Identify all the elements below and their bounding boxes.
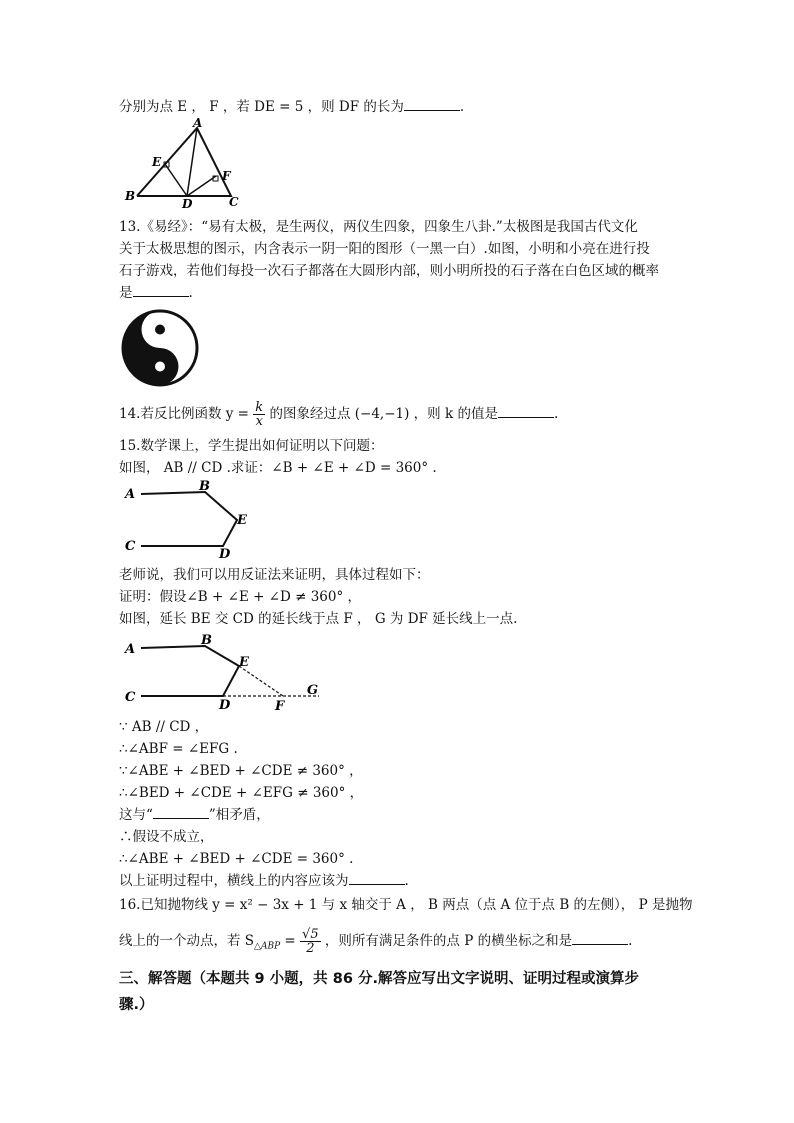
proof-figure xyxy=(119,632,329,712)
label-B: B xyxy=(199,479,210,494)
taiji-icon xyxy=(119,307,201,389)
label-C: C xyxy=(125,690,136,705)
label-A: A xyxy=(125,642,136,657)
triangle-figure xyxy=(119,118,249,208)
answer-blank xyxy=(498,403,554,418)
answer-blank xyxy=(404,96,460,111)
q15-line3: 老师说，我们可以用反证法来证明，具体过程如下： xyxy=(119,567,430,583)
label-F: F xyxy=(275,699,285,712)
q16-line1: 16.已知抛物线 y = x² − 3x + 1 与 x 轴交于 A ， B 两点（点 A 位于点 B 的左侧）， P 是抛物 xyxy=(119,897,693,913)
proof-step-4: ∴∠BED + ∠CDE + ∠EFG ≠ 360° ， xyxy=(119,785,364,801)
label-E: E xyxy=(152,155,162,169)
fraction-sqrt5-over-2: $\frac{√5}{2}$ xyxy=(302,927,319,956)
answer-blank xyxy=(572,930,628,945)
q13-line2: 关于太极思想的图示，内含表示一阴一阳的图形（一黑一白）.如图，小明和小亮在进行投 xyxy=(119,241,650,257)
q15-line1: 15.数学课上，学生提出如何证明以下问题： xyxy=(119,438,384,454)
proof-step-5: 这与“ ”相矛盾， xyxy=(119,804,270,826)
label-E: E xyxy=(237,513,247,528)
label-E: E xyxy=(239,655,249,670)
label-G: G xyxy=(307,683,319,698)
proof-step-1: ∵ AB // CD ， xyxy=(119,719,209,735)
answer-blank xyxy=(349,870,405,885)
proof-step-8: 以上证明过程中，横线上的内容应该为 . xyxy=(119,870,409,892)
label-C: C xyxy=(229,195,239,208)
q13-line4: 是 . xyxy=(119,282,193,304)
label-A: A xyxy=(125,487,136,502)
proof-step-3: ∵∠ABE + ∠BED + ∠CDE ≠ 360° ， xyxy=(119,763,363,779)
label-D: D xyxy=(182,197,193,208)
section-3-heading-line2: 骤.） xyxy=(119,997,154,1013)
q15-line5: 如图，延长 BE 交 CD 的延长线于点 F ， G 为 DF 延长线上一点. xyxy=(119,611,518,627)
label-D: D xyxy=(219,547,231,560)
answer-blank xyxy=(133,282,189,297)
proof-step-6: ∴假设不成立， xyxy=(119,829,214,845)
label-D: D xyxy=(219,698,231,712)
label-B: B xyxy=(201,633,212,648)
q15-line4: 证明：假设∠B + ∠E + ∠D ≠ 360° ， xyxy=(119,589,362,605)
section-3-heading-line1: 三、解答题（本题共 9 小题，共 86 分.解答应写出文字说明、证明过程或演算步 xyxy=(119,971,639,987)
label-A: A xyxy=(193,118,203,130)
q16-line2: 线上的一个动点，若 $S_{\triangle ABP}$ = $\frac{√5}{2}$ ，则所有满足条件的点 P 的横坐标之和是 . xyxy=(119,927,633,956)
label-B: B xyxy=(125,189,136,203)
q12-text: 分别为点 E ， F ，若 DE = 5 ，则 DF 的长为 . xyxy=(119,96,464,118)
parallel-lines-figure xyxy=(119,478,269,560)
q15-line2: 如图， AB // CD .求证：∠B + ∠E + ∠D = 360° . xyxy=(119,460,437,476)
label-F: F xyxy=(222,169,231,183)
q14-text: 14.若反比例函数 y = $\frac{k}{x}$ 的图象经过点 (−4,−1) ，则 k 的值是 . xyxy=(119,400,559,429)
fraction-k-over-x: $\frac{k}{x}$ xyxy=(255,400,264,429)
q13-line3: 石子游戏，若他们每投一次石子都落在大圆形内部，则小明所投的石子落在白色区域的概率 xyxy=(119,263,659,279)
answer-blank xyxy=(153,804,209,819)
proof-step-2: ∴∠ABF = ∠EFG . xyxy=(119,741,238,757)
q13-line1: 13.《易经》：“易有太极，是生两仪，两仪生四象，四象生八卦.”太极图是我国古代文化 xyxy=(119,219,638,235)
proof-step-7: ∴∠ABE + ∠BED + ∠CDE = 360° . xyxy=(119,851,354,867)
label-C: C xyxy=(125,539,136,554)
